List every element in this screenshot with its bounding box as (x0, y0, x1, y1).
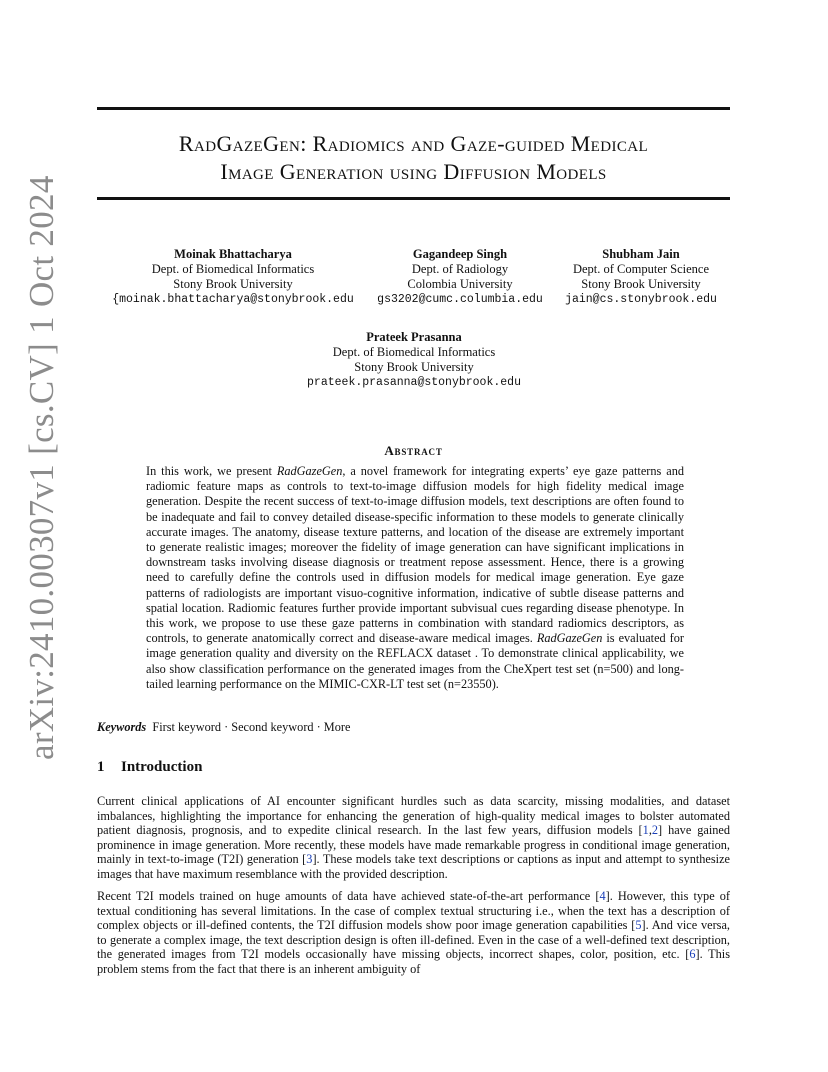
author-dept: Dept. of Biomedical Informatics (332, 345, 496, 359)
author-email[interactable]: jain@cs.stonybrook.edu (565, 293, 717, 306)
citation-link[interactable]: 4 (599, 889, 606, 903)
method-name: RadGazeGen (276, 464, 343, 478)
author-name: Shubham Jain (602, 247, 680, 261)
author-univ: Colombia University (407, 277, 513, 291)
citation-link[interactable]: 5 (635, 918, 642, 933)
citation-link[interactable]: 6 (689, 947, 696, 962)
citation-link[interactable]: 2 (651, 823, 659, 838)
keywords-line (97, 720, 350, 735)
intro-paragraph (97, 794, 730, 882)
author-email[interactable]: {moinak.bhattacharya@stonybrook.edu (112, 293, 354, 306)
text-part: ]. And vice versa, to generate a complex image, the text description design is often ill-defined. Even in the case of a well-defined text description, the generated images from T2I models occasionally have missing objects, incorrect shapes, color, position, etc. [ (97, 918, 730, 962)
arxiv-identifier: arXiv:2410.00307v1 [cs.CV] 1 Oct 2024 (22, 175, 61, 760)
abstract-heading: Abstract (384, 443, 443, 458)
author-name: Prateek Prasanna (366, 330, 462, 344)
author-block (372, 247, 548, 307)
text-part: Recent T2I models trained on huge amounts of data have achieved state-of-the-art performance [ (97, 889, 600, 903)
method-name: RadGazeGen (536, 631, 603, 646)
author-univ: Stony Brook University (173, 277, 293, 291)
keywords-text: First keyword · Second keyword · More (152, 720, 351, 734)
abstract-part: In this work, we present (146, 464, 277, 478)
author-block (556, 247, 726, 307)
abstract-part: , a novel framework for integrating experts’ eye gaze patterns and radiomic feature maps as controls to text-to-image diffusion models for high fidelity medical image generation. Despite the recent success of text-to-image diffusion models, text descriptions are often found to be inadequate and fail to convey detailed disease-specific information to these models to generate clinically accurate images. The anatomy, disease texture patterns, and location of the disease are extremely important to generate realistic images; moreover the fidelity of image generation can have significant implications in downstream tasks involving disease diagnosis or treatment repose assessment. Hence, there is a growing need to carefully define the controls used in diffusion models for medical image generation. Eye gaze patterns of radiologists are important visuo-cognitive information, indicative of subtle disease patterns and spatial location. Radiomic features further provide important subvisual cues regarding disease phenotype. In this work, we propose to use these gaze patterns in combination with standard radiomics descriptors, as controls, to generate anatomically correct and disease-aware medical images. (146, 464, 685, 646)
text-part: ] have gained prominence in image generation. More recently, these models have made remarkable progress in conditional image generation, mainly in text-to-image (T2I) generation [ (97, 823, 730, 867)
author-email[interactable]: gs3202@cumc.columbia.edu (377, 293, 543, 306)
paper-title (97, 130, 730, 186)
author-name: Moinak Bhattacharya (174, 247, 292, 261)
text-part: ]. These models take text descriptions or captions as input and attempt to synthesize images that have maximum resemblance with the provided description. (97, 852, 731, 881)
intro-paragraph (97, 889, 730, 977)
title-top-rule (97, 107, 730, 110)
citation-link[interactable]: 1 (642, 823, 649, 838)
title-line-1: RadGazeGen: Radiomics and Gaze-guided Medical (178, 131, 649, 156)
text-part: ]. However, this type of textual conditioning has several limitations. In the case of complex textual structuring i.e., when the text has a description of complex objects or ill-defined contents, the T2I diffusion models show poor image generation capabilities [ (97, 889, 730, 933)
author-block (97, 247, 369, 307)
author-email[interactable]: prateek.prasanna@stonybrook.edu (307, 376, 521, 389)
text-part: ]. This problem stems from the fact that there is an inherent ambiguity of (97, 947, 730, 976)
title-bottom-rule (97, 197, 730, 200)
abstract-part: is evaluated for image generation quality and diversity on the REFLACX dataset . To demonstrate clinical applicability, we also show classification performance on the generated images from the CheXpert test set (n=500) and long-tailed learning performance on the MIMIC-CXR-LT test set (n=23550). (146, 631, 684, 691)
citation-link[interactable]: 3 (306, 852, 313, 867)
abstract-text (146, 464, 684, 692)
section-number: 1 (97, 759, 105, 775)
keywords-label: Keywords (97, 720, 147, 734)
author-dept: Dept. of Radiology (411, 262, 509, 276)
section-title: Introduction (121, 759, 203, 775)
section-heading (97, 759, 202, 776)
author-dept: Dept. of Computer Science (572, 262, 710, 276)
title-line-2: Image Generation using Diffusion Models (220, 159, 607, 184)
author-univ: Stony Brook University (581, 277, 701, 291)
author-dept: Dept. of Biomedical Informatics (151, 262, 315, 276)
text-part: Current clinical applications of AI encounter significant hurdles such as data scarcity, missing modalities, and dataset imbalances, highlighting the importance for enhancing the generation of high-quality medical images to bolster automated patient diagnosis, prognosis, and to expedite clinical research. In the last few years, diffusion models [ (97, 794, 730, 838)
author-name: Gagandeep Singh (412, 247, 508, 261)
citation-separator: , (648, 823, 652, 838)
author-block (280, 330, 548, 390)
author-univ: Stony Brook University (354, 360, 474, 374)
